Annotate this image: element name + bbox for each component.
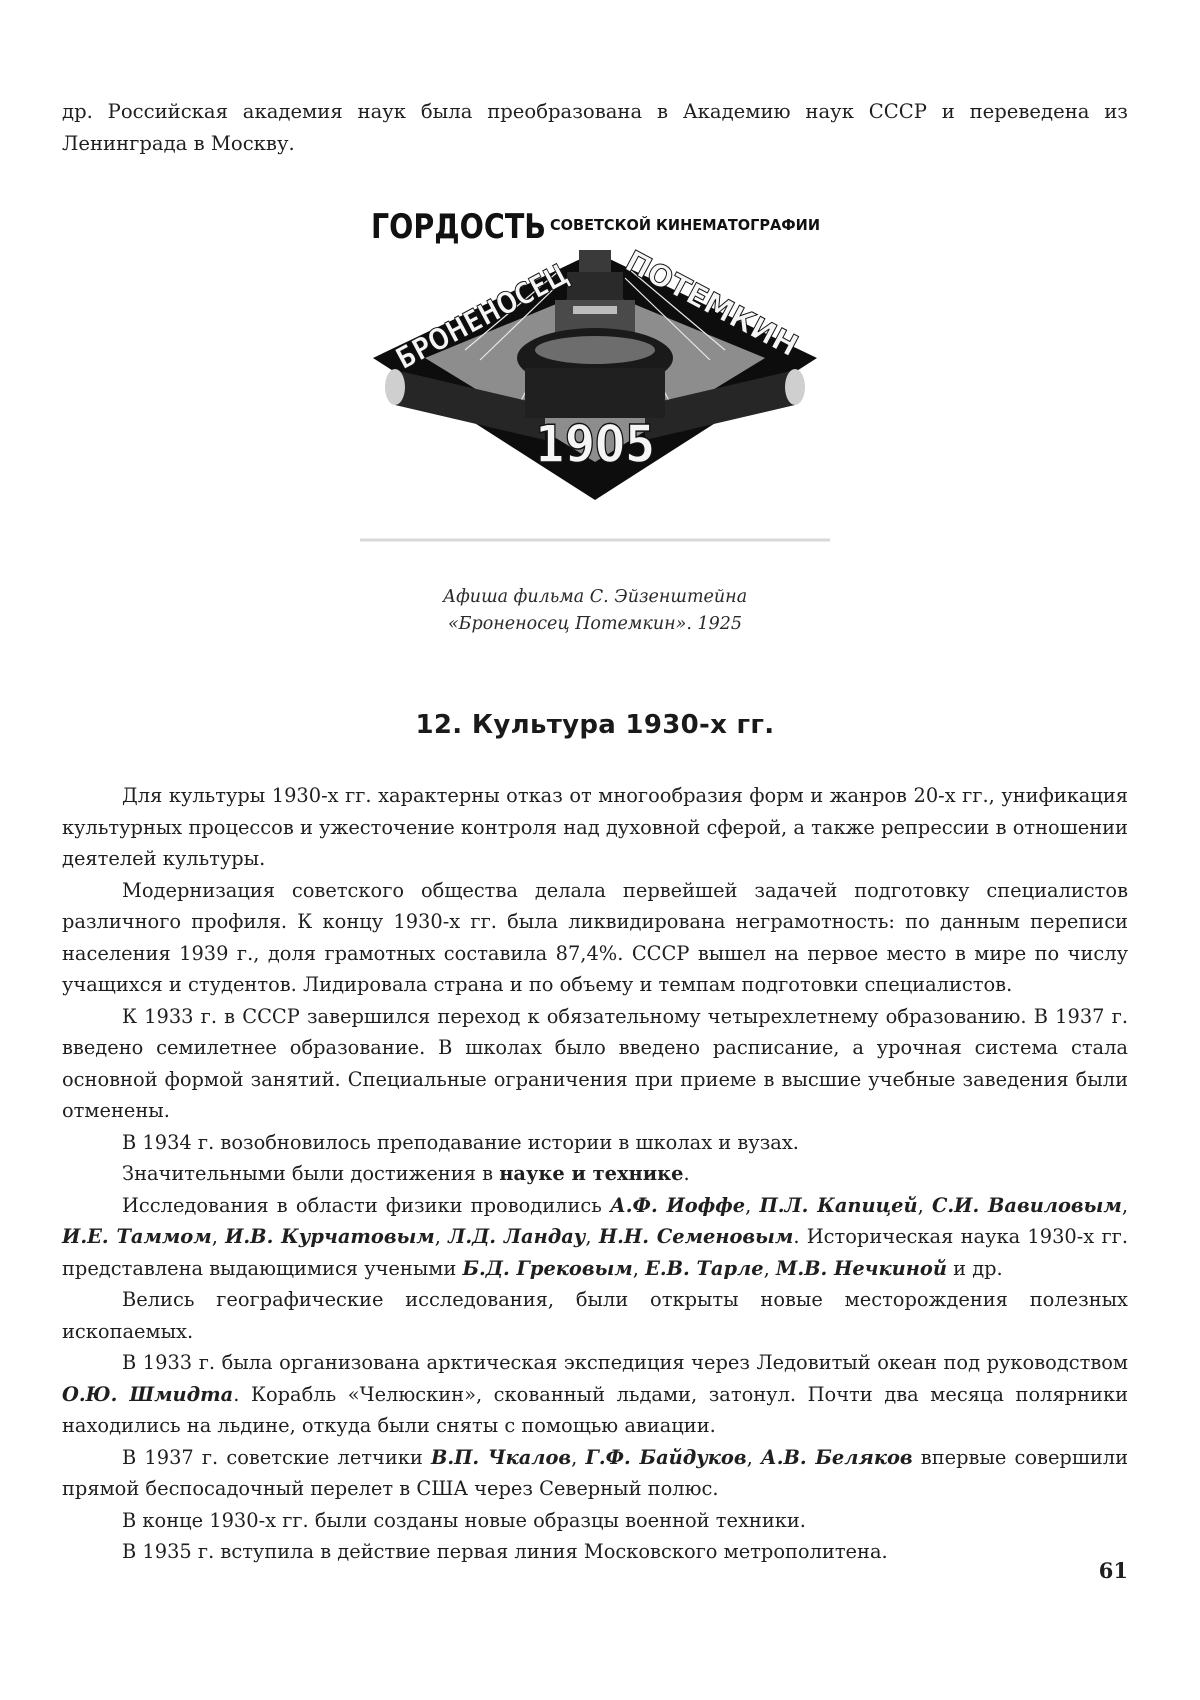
page-number: 61	[1098, 1558, 1128, 1583]
poster-title-left: БРОНЕНОСЕЦ	[390, 234, 616, 378]
section-title: 12. Культура 1930-х гг.	[415, 710, 775, 740]
p9-a: В 1937 г. советские летчики	[122, 1445, 431, 1469]
poster-caption	[443, 584, 747, 638]
name-landau: Л.Д. Ландау	[448, 1225, 586, 1248]
page-content	[62, 96, 1128, 1568]
poster-title-right: ПОТЕМКИН	[619, 244, 809, 368]
paragraph-10: В конце 1930-х гг. были созданы новые образцы военной техники.	[122, 1508, 806, 1532]
name-grekov: Б.Д. Грековым	[462, 1256, 633, 1280]
paragraph-1: Для культуры 1930-х гг. характерны отказ от многообразия форм и жанров 20-х гг., унификация культурных процессов и ужесточение контроля над духовной сферой, а также репрессии в отношении деятелей культуры.	[62, 784, 1128, 870]
name-tarle: Е.В. Тарле	[645, 1256, 764, 1280]
poster-headline-big: ГОРДОСТЬ	[371, 207, 546, 247]
p6-a: Исследования в области физики проводились	[122, 1193, 611, 1217]
paragraph-9: В 1937 г. советские летчики В.П. Чкалов, Г.Ф. Байдуков, А.В. Беляков впервые совершили прямой беспосадочный перелет в США через Северный полюс.	[62, 1445, 1129, 1500]
battleship-potemkin-poster	[355, 200, 835, 550]
p5-end: .	[683, 1162, 690, 1185]
poster-headline-small: СОВЕТСКОЙ КИНЕМАТОГРАФИИ	[550, 216, 829, 234]
name-chkalov: В.П. Чкалов	[430, 1445, 572, 1469]
paragraph-3: К 1933 г. в СССР завершился переход к обязательному четырехлетнему образованию. В 1937 г. введено семилетнее образование. В школах было введено расписание, а урочная система стала основной формой занятий. Специальные ограничения при приеме в высшие учебные заведения были отменены.	[62, 1004, 1128, 1122]
name-kapitsa: П.Л. Капицей	[759, 1193, 918, 1217]
p6-c: и др.	[946, 1256, 1003, 1280]
poster-year: 1905	[535, 415, 655, 475]
poster-figure	[62, 200, 1128, 638]
paragraph-8	[62, 1347, 1128, 1442]
paragraph-11: В 1935 г. вступила в действие первая линия Московского метрополитена.	[122, 1540, 888, 1563]
name-belyakov: А.В. Беляков	[760, 1445, 913, 1469]
name-schmidt: О.Ю. Шмидта	[62, 1382, 234, 1406]
p5-start: Значительными были достижения в	[122, 1162, 500, 1185]
p6-b: . Историческая наука 1930-х гг. представлена выдающимися учеными	[62, 1225, 1128, 1280]
p5-bold: науке и технике	[499, 1162, 684, 1185]
name-tamm: И.Е. Таммом	[62, 1225, 212, 1248]
paragraph-4: В 1934 г. возобновилось преподавание истории в школах и вузах.	[122, 1130, 799, 1154]
paragraph-5	[62, 1158, 1128, 1190]
lead-paragraph: др. Российская академия наук была преобразована в Академию наук СССР и переведена из Ленинграда в Москву.	[62, 100, 1128, 155]
name-nechkina: М.В. Нечкиной	[775, 1256, 947, 1280]
name-vavilov: С.И. Вавиловым	[931, 1193, 1122, 1217]
p8-a: В 1933 г. была организована арктическая экспедиция через Ледовитый океан под руководством	[122, 1351, 1128, 1374]
paragraph-6: Исследования в области физики проводились А.Ф. Иоффе, П.Л. Капицей, С.И. Вавиловым, И.Е. Таммом, И.В. Курчатовым, Л.Д. Ландау, Н.Н. Семеновым. Историческая наука 1930-х гг. представлена выдающимися учеными Б.Д. Грековым, Е.В. Тарле, М.В. Нечкиной и др.	[62, 1193, 1129, 1280]
paragraph-2: Модернизация советского общества делала первейшей задачей подготовку специалистов различного профиля. К концу 1930-х гг. была ликвидирована неграмотность: по данным переписи населения 1939 г., доля грамотных составила 87,4%. СССР вышел на первое место в мире по числу учащихся и студентов. Лидировала страна и по объему и темпам подготовки специалистов.	[62, 878, 1128, 996]
caption-line-1: Афиша фильма С. Эйзенштейна	[442, 587, 748, 607]
name-baidukov: Г.Ф. Байдуков	[585, 1445, 747, 1469]
paragraph-7: Велись географические исследования, были открыты новые месторождения полезных ископаемых.	[62, 1288, 1128, 1343]
caption-line-2: «Броненосец Потемкин». 1925	[447, 614, 743, 634]
p8-b: . Корабль «Челюскин», скованный льдами, затонул. Почти два месяца полярники находились на льдине, откуда были сняты с помощью авиации.	[62, 1382, 1128, 1437]
name-kurchatov: И.В. Курчатовым	[225, 1225, 435, 1248]
name-semenov: Н.Н. Семеновым	[598, 1225, 794, 1248]
name-ioffe: А.Ф. Иоффе	[610, 1193, 746, 1217]
p9-b: впервые совершили прямой беспосадочный перелет в США через Северный полюс.	[62, 1445, 1129, 1500]
